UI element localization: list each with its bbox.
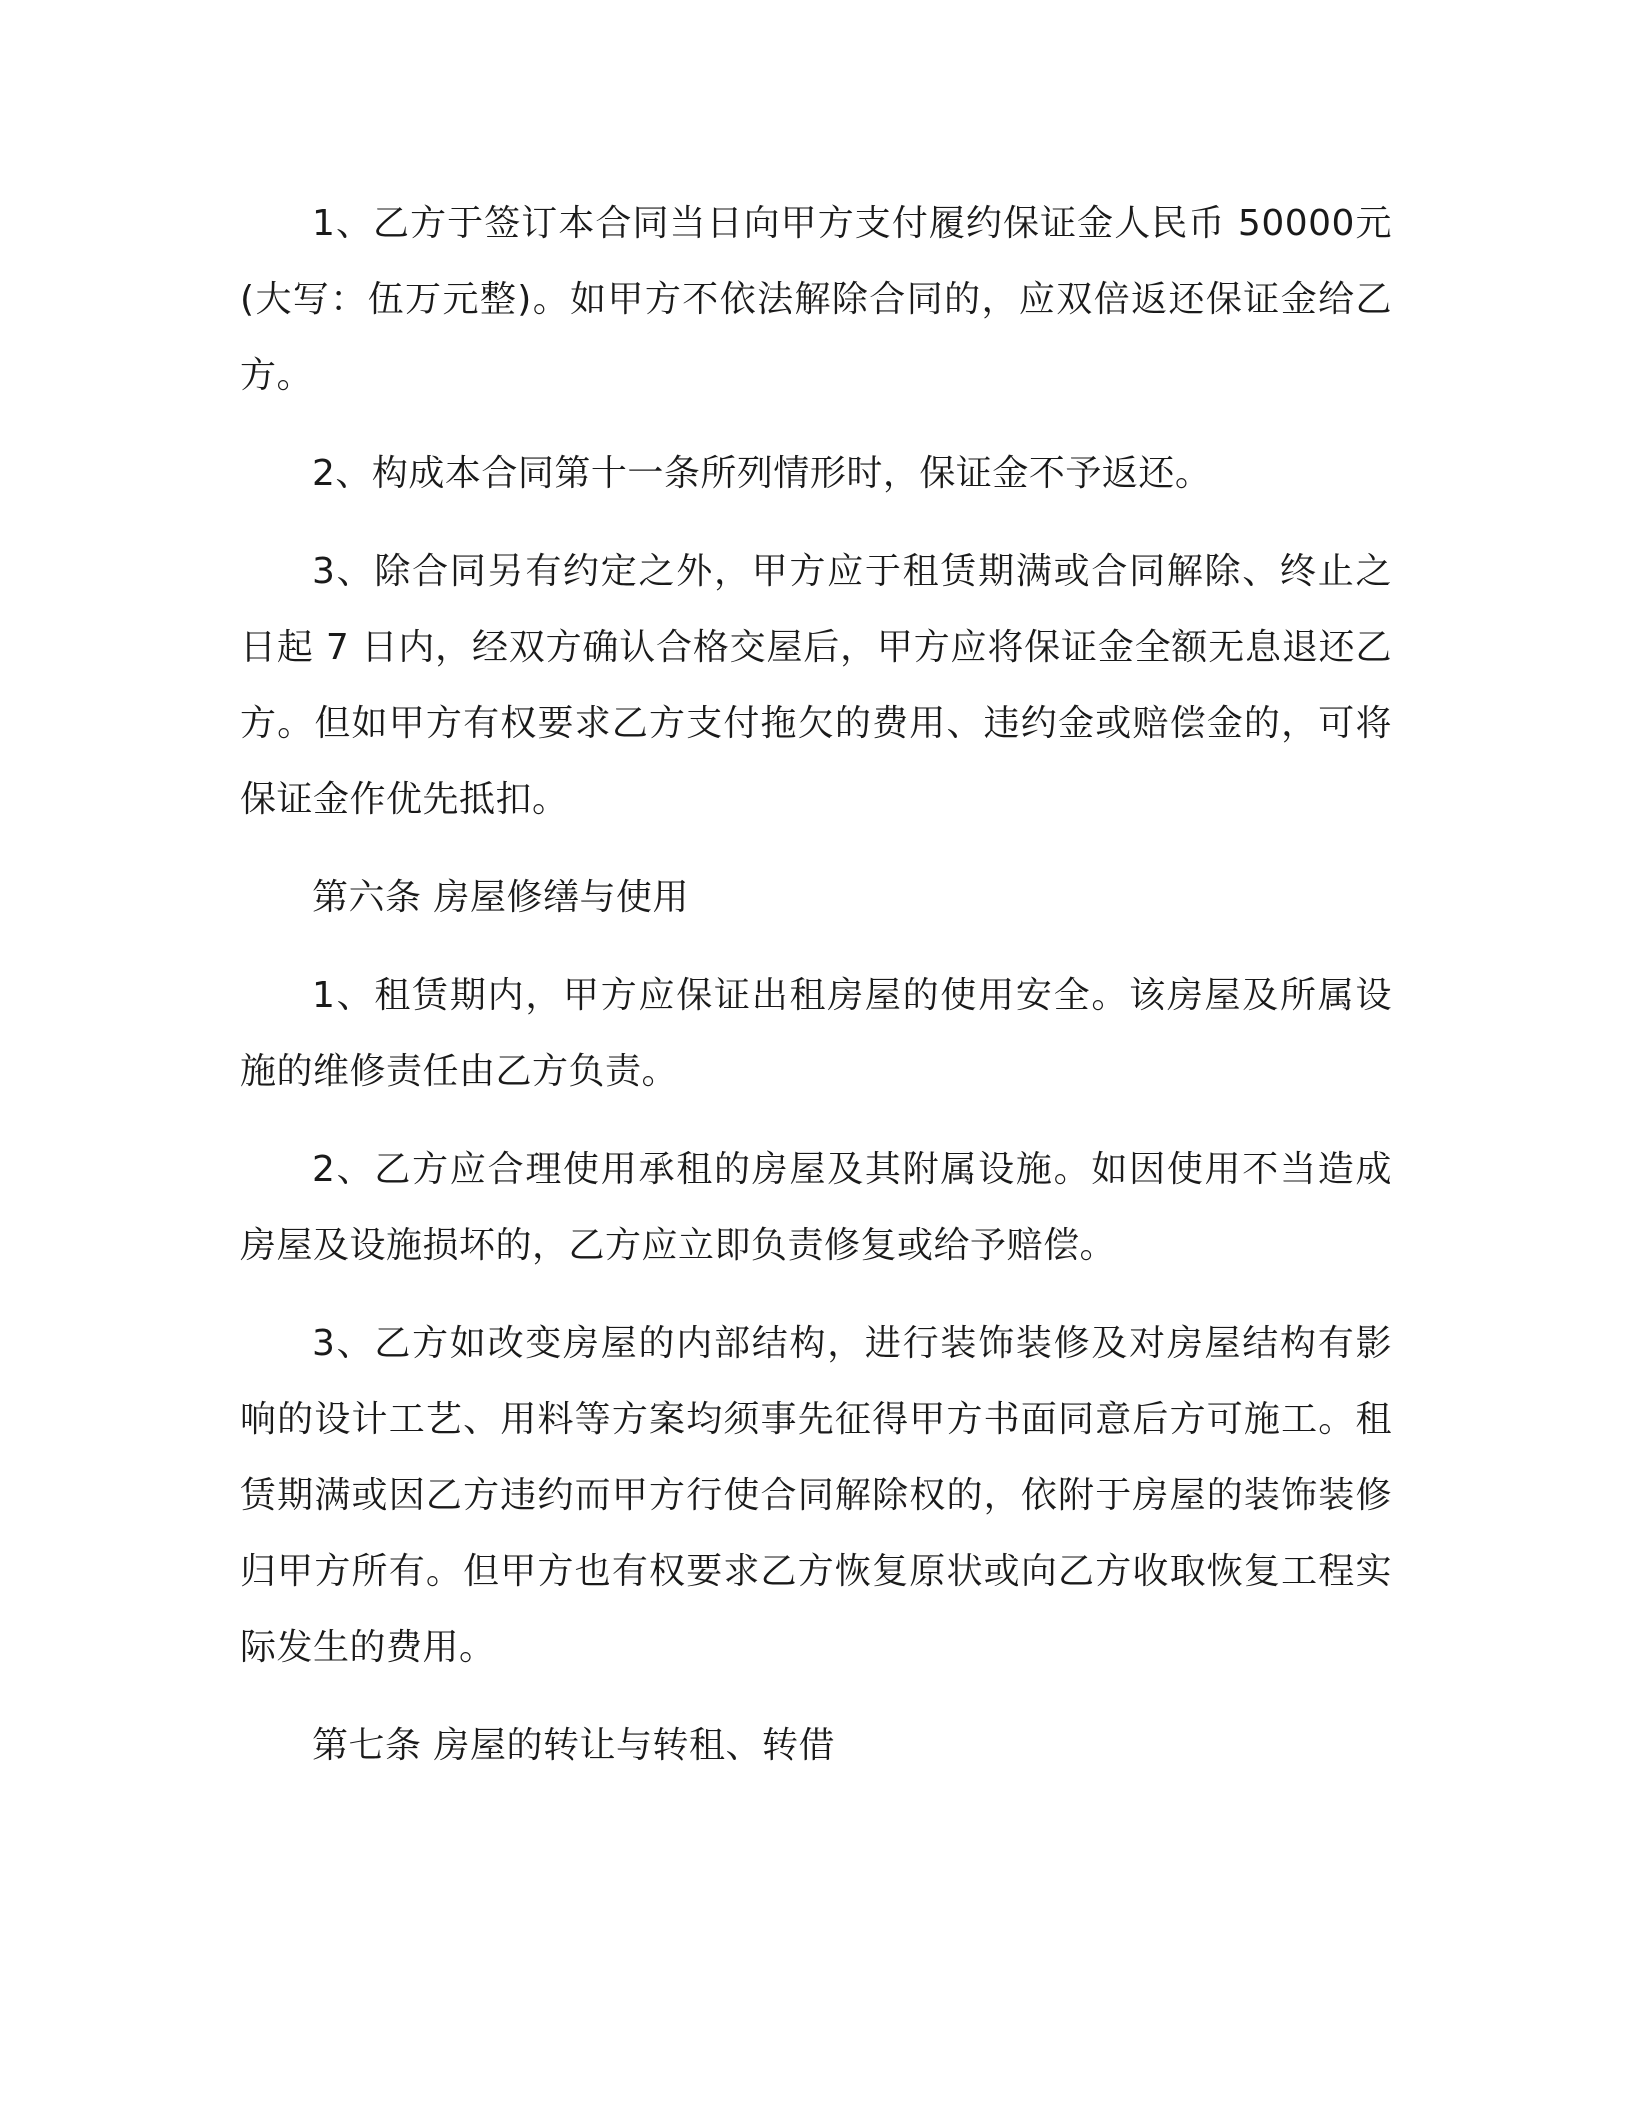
document-page xyxy=(240,186,1392,1784)
article-7-heading: 第七条 房屋的转让与转租、转借 xyxy=(312,1725,835,1766)
clause-6-item-3: 3、乙方如改变房屋的内部结构，进行装饰装修及对房屋结构有影响的设计工艺、用料等方案均须事先征得甲方书面同意后方可施工。租赁期满或因乙方违约而甲方行使合同解除权的，依附于房屋的装饰装修归甲方所有。但甲方也有权要求乙方恢复原状或向乙方收取恢复工程实际发生的费用。 xyxy=(240,1323,1392,1668)
clause-5-item-1: 1、乙方于签订本合同当日向甲方支付履约保证金人民币 50000元(大写：伍万元整)。如甲方不依法解除合同的，应双倍返还保证金给乙方。 xyxy=(240,203,1392,396)
clause-5-item-2: 2、构成本合同第十一条所列情形时，保证金不予返还。 xyxy=(312,453,1212,494)
clause-6-item-2: 2、乙方应合理使用承租的房屋及其附属设施。如因使用不当造成房屋及设施损坏的，乙方应立即负责修复或给予赔偿。 xyxy=(240,1149,1392,1266)
clause-5-item-3: 3、除合同另有约定之外，甲方应于租赁期满或合同解除、终止之日起 7 日内，经双方确认合格交屋后，甲方应将保证金全额无息退还乙方。但如甲方有权要求乙方支付拖欠的费用、违约金或赔偿金的，可将保证金作优先抵扣。 xyxy=(240,551,1392,820)
article-6-heading: 第六条 房屋修缮与使用 xyxy=(312,877,689,918)
clause-6-item-1: 1、租赁期内，甲方应保证出租房屋的使用安全。该房屋及所属设施的维修责任由乙方负责。 xyxy=(240,975,1392,1092)
